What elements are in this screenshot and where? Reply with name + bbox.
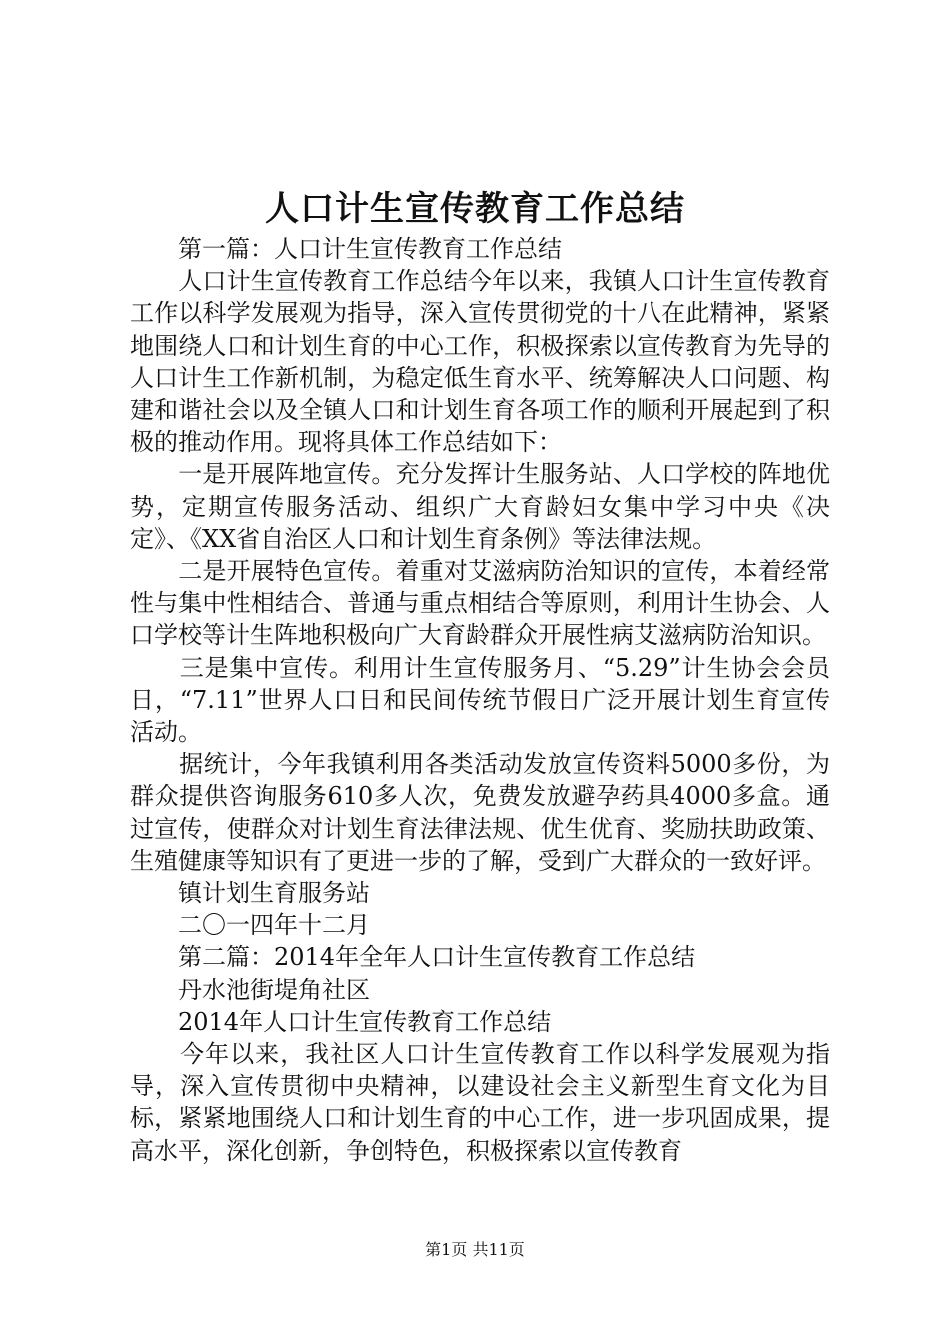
subtitle-2014: 2014年人口计生宣传教育工作总结	[130, 1007, 552, 1036]
paragraph-item-3: 三是集中宣传。利用计生宣传服务月、“5.29”计生协会会员日，“7.11”世界人口日和民间传统节假日广泛开展计划生育宣传活动。	[130, 653, 830, 747]
signature-organization: 镇计划生育服务站	[130, 879, 370, 908]
community-name: 丹水池街堤角社区	[130, 975, 370, 1004]
section-heading-1: 第一篇：人口计生宣传教育工作总结	[130, 235, 562, 263]
document-body	[130, 233, 830, 1167]
page-number: 第1页 共11页	[425, 1240, 525, 1259]
paragraph-statistics: 据统计，今年我镇利用各类活动发放宣传资料5000多份，为群众提供咨询服务610多人次，免费发放避孕药具4000多盒。通过宣传，使群众对计划生育法律法规、优生优育、奖励扶助政策、生殖健康等知识有了更进一步的了解，受到广大群众的一致好评。	[130, 750, 830, 875]
signature-date: 二〇一四年十二月	[130, 911, 370, 940]
paragraph-intro: 人口计生宣传教育工作总结今年以来，我镇人口计生宣传教育工作以科学发展观为指导，深入宣传贯彻党的十八在此精神，紧紧地围绕人口和计划生育的中心工作，积极探索以宣传教育为先导的人口计生工作新机制，为稳定低生育水平、统筹解决人口问题、构建和谐社会以及全镇人口和计划生育各项工作的顺利开展起到了积极的推动作用。现将具体工作总结如下：	[130, 267, 830, 457]
paragraph-item-2: 二是开展特色宣传。着重对艾滋病防治知识的宣传，本着经常性与集中性相结合、普通与重点相结合等原则，利用计生协会、人口学校等计生阵地积极向广大育龄群众开展性病艾滋病防治知识。	[130, 557, 830, 650]
paragraph-section-2-intro: 今年以来，我社区人口计生宣传教育工作以科学发展观为指导，深入宣传贯彻中央精神，以建设社会主义新型生育文化为目标，紧紧地围绕人口和计划生育的中心工作，进一步巩固成果，提高水平，深化创新，争创特色，积极探索以宣传教育	[130, 1040, 830, 1165]
section-heading-2: 第二篇：2014年全年人口计生宣传教育工作总结	[130, 943, 696, 972]
paragraph-item-1: 一是开展阵地宣传。充分发挥计生服务站、人口学校的阵地优势，定期宣传服务活动、组织广大育龄妇女集中学习中央《决定》、《XX省自治区人口和计划生育条例》等法律法规。	[130, 460, 830, 553]
document-title: 人口计生宣传教育工作总结	[265, 189, 685, 229]
